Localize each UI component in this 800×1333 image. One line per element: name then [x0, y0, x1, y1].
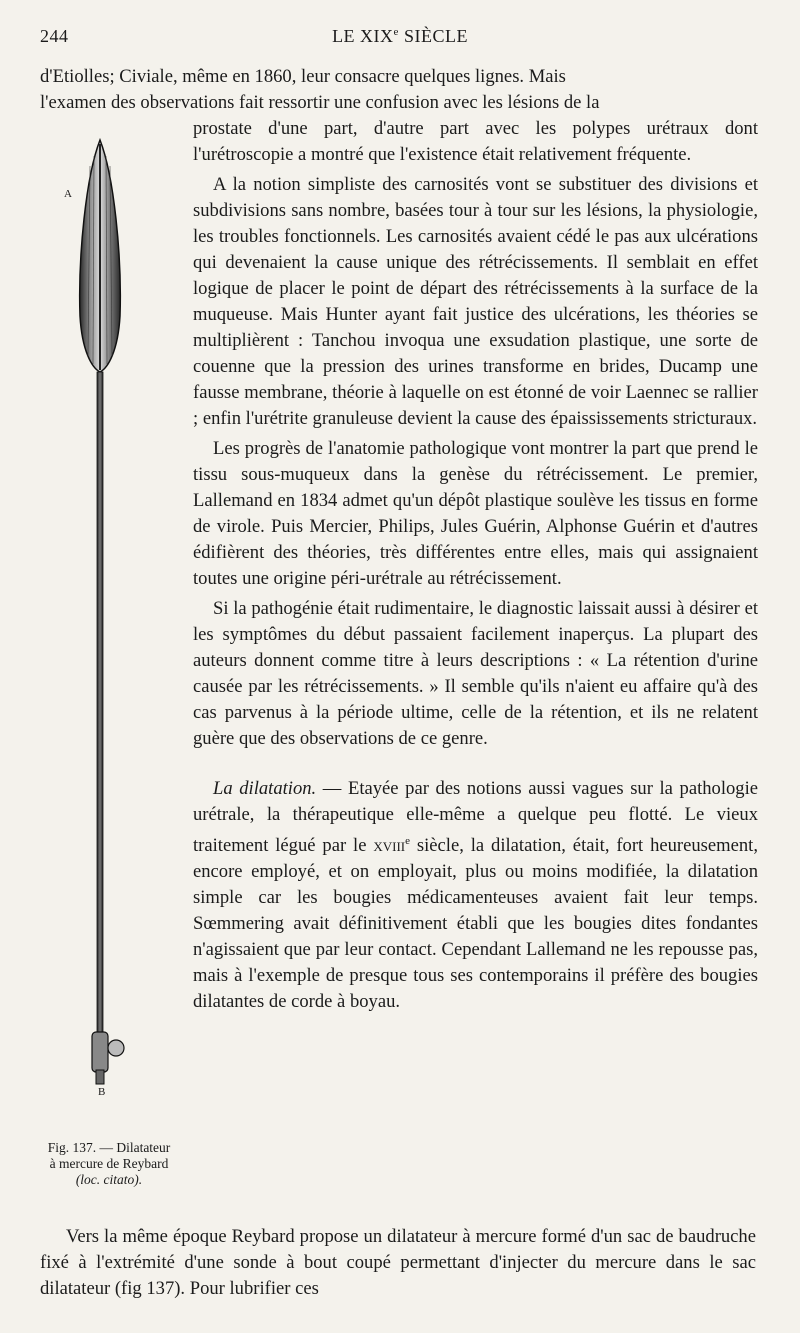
- text-column: [193, 116, 758, 1015]
- paragraph: A la notion simpliste des carnosités vont se substituer des divisions et subdivisions sans nombre, basées tour à tour sur les lésions, la physiologie, les troubles fonctionnels. Les carnosités avaient cédé le pas aux ulcérations qui devenaient la cause unique des rétrécissements. Il semblait en effet logique de placer le point de départ des rétrécissements à la surface de la muqueuse. Mais Hunter ayant fait justice des ulcérations, les théories se multiplièrent : Tanchou invoqua une exsudation plastique, une sorte de couenne que la pression des urines transforme en brides, Ducamp une fausse membrane, théorie à laquelle on est étonné de voir Laennec se rallier ; enfin l'urétrite granuleuse devient la cause des épaississements stricturaux.: [193, 174, 758, 429]
- paragraph: Si la pathogénie était rudimentaire, le diagnostic laissait aussi à désirer et les symptômes du début passaient facilement inaperçus. La plupart des auteurs donnent comme titre à leurs descriptions : « La rétention d'urine causée par les rétrécissements. » Il semble qu'ils n'aient eu affaire qu'à des cas parvenus à la période ultime, celle de la rétention, et ils ne relatent guère que des observations de ce genre.: [193, 598, 758, 749]
- figure-caption: Fig. 137. — Dilatateur à mercure de Reybard (loc. citato).: [47, 1140, 171, 1187]
- section-heading: La dilatation.: [213, 778, 317, 799]
- paragraph: prostate d'une part, d'autre part avec les polypes urétraux dont l'urétroscopie a montré que l'existence était relativement fréquente.: [193, 118, 758, 165]
- figure-label-a: A: [64, 188, 72, 200]
- running-title: LE XIXe SIÈCLE: [332, 26, 468, 46]
- page-number: 244: [40, 26, 69, 46]
- figure-dilatateur: [60, 136, 160, 1096]
- dilatateur-illustration: [60, 136, 160, 1096]
- running-header: [40, 26, 760, 52]
- top-line-1: d'Etiolles; Civiale, même en 1860, leur consacre quelques lignes. Mais: [40, 66, 566, 87]
- paragraph: Les progrès de l'anatomie pathologique vont montrer la part que prend le tissu sous-muqueux dans la genèse du rétrécissement. Le premier, Lallemand en 1834 admet qu'un dépôt plastique soulève les tissus en forme de virole. Puis Mercier, Philips, Jules Guérin, Alphonse Guérin et d'autres édifièrent des théories, très différentes entre elles, mais qui assignaient toutes une origine péri-urétrale au rétrécissement.: [193, 438, 758, 589]
- paragraph-dilatation: La dilatation. — Etayée par des notions aussi vagues sur la pathologie urétrale, la thérapeutique elle-même a quelque peu flotté. Le vieux traitement légué par le xviii$^e$ siècle, la dilatation, était, fort heureusement, encore employé, et on employait, plus ou moins modifiée, la dilatation simple car les bougies médicamenteuses avaient fait leur temps. Sœmmering avait définitivement établi que les bougies dites fondantes n'agissaient que par leur contact. Cependant Lallemand ne les repousse pas, mais à l'exemple de presque tous ses contemporains il préfère des bougies dilatantes de corde à boyau.: [193, 778, 759, 1013]
- bottom-paragraph: Vers la même époque Reybard propose un dilatateur à mercure formé d'un sac de baudruche fixé à l'extrémité d'une sonde à bout coupé permettant d'injecter du mercure dans le sac dilatateur (fig 137). Pour lubrifier ces: [40, 1226, 756, 1299]
- top-line-2: l'examen des observations fait ressortir une confusion avec les lésions de la: [40, 92, 600, 113]
- figure-label-b: B: [98, 1086, 106, 1098]
